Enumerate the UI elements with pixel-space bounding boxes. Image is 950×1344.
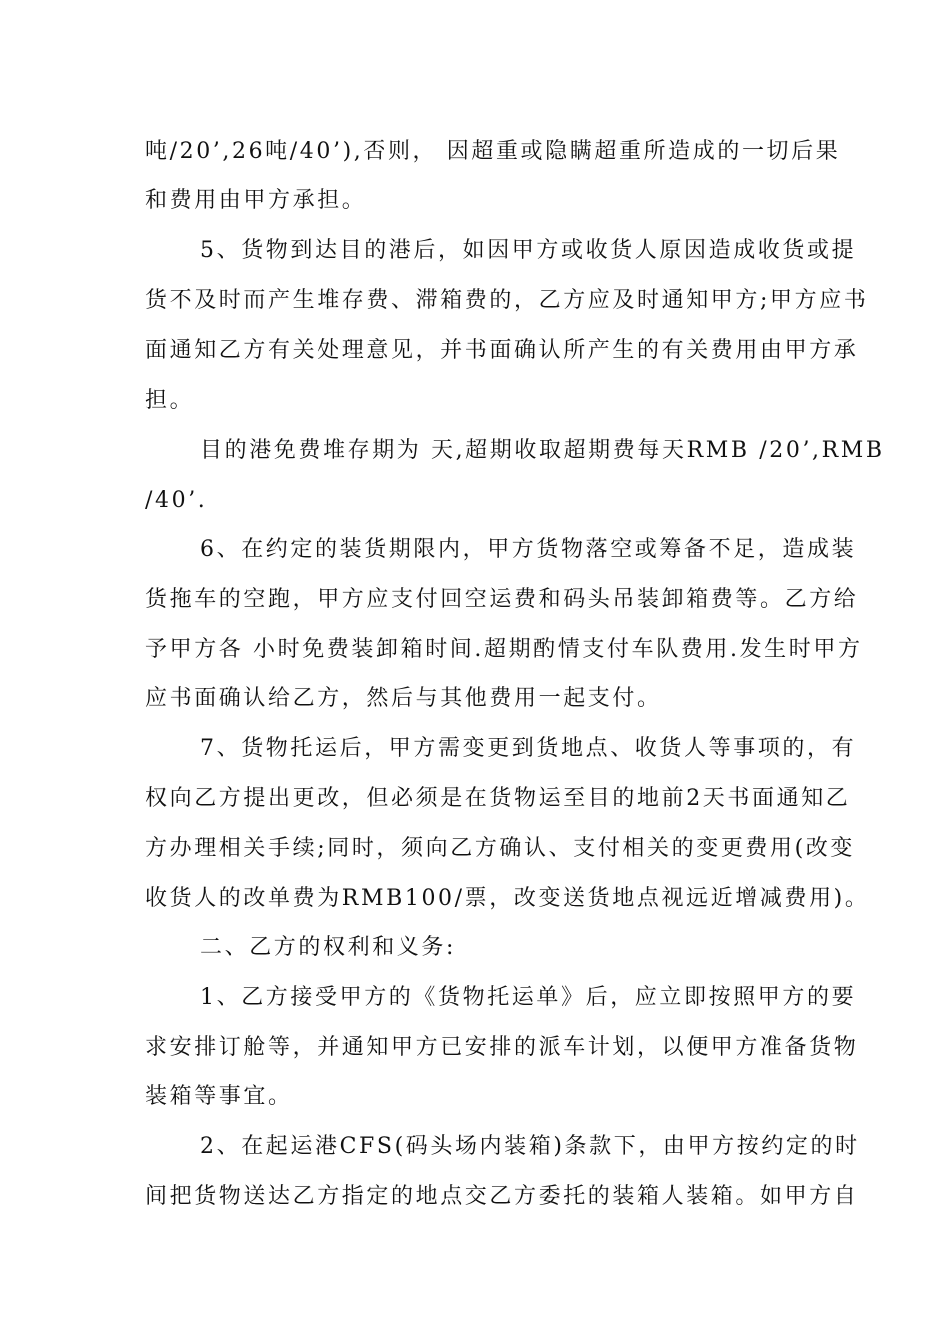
text-line: 求安排订舱等，并通知甲方已安排的派车计划，以便甲方准备货物 [145, 1035, 859, 1060]
text-line: 货拖车的空跑，甲方应支付回空运费和码头吊装卸箱费等。乙方给 [145, 587, 859, 612]
text-line: 7、货物托运后，甲方需变更到货地点、收货人等事项的，有 [200, 736, 857, 761]
text-line: 装箱等事宜。 [145, 1084, 293, 1109]
text-line: 予甲方各 小时免费装卸箱时间.超期酌情支付车队费用.发生时甲方 [145, 637, 863, 662]
text-line: 货不及时而产生堆存费、滞箱费的，乙方应及时通知甲方;甲方应书 [145, 288, 869, 313]
text-line: 应书面确认给乙方，然后与其他费用一起支付。 [145, 686, 662, 711]
text-line: 吨/20’,26吨/40’),否则， 因超重或隐瞒超重所造成的一切后果 [145, 139, 841, 164]
text-line: 5、货物到达目的港后，如因甲方或收货人原因造成收货或提 [200, 238, 857, 263]
text-line: 权向乙方提出更改，但必须是在货物运至目的地前2天书面通知乙 [145, 786, 851, 811]
text-line: /40’. [145, 488, 208, 513]
text-line: 和费用由甲方承担。 [145, 188, 367, 213]
text-line: 1、乙方接受甲方的《货物托运单》后，应立即按照甲方的要 [200, 985, 857, 1010]
text-line: 6、在约定的装货期限内，甲方货物落空或筹备不足，造成装 [200, 537, 857, 562]
text-line: 担。 [145, 388, 195, 413]
text-line: 间把货物送达乙方指定的地点交乙方委托的装箱人装箱。如甲方自 [145, 1184, 859, 1209]
text-line: 方办理相关手续;同时，须向乙方确认、支付相关的变更费用(改变 [145, 836, 855, 861]
text-line: 面通知乙方有关处理意见，并书面确认所产生的有关费用由甲方承 [145, 338, 859, 363]
text-line: 目的港免费堆存期为 天,超期收取超期费每天RMB /20’,RMB [200, 438, 885, 463]
section-heading: 二、乙方的权利和义务: [200, 935, 457, 960]
text-line: 2、在起运港CFS(码头场内装箱)条款下，由甲方按约定的时 [200, 1134, 860, 1159]
text-line: 收货人的改单费为RMB100/票，改变送货地点视远近增减费用)。 [145, 886, 870, 911]
